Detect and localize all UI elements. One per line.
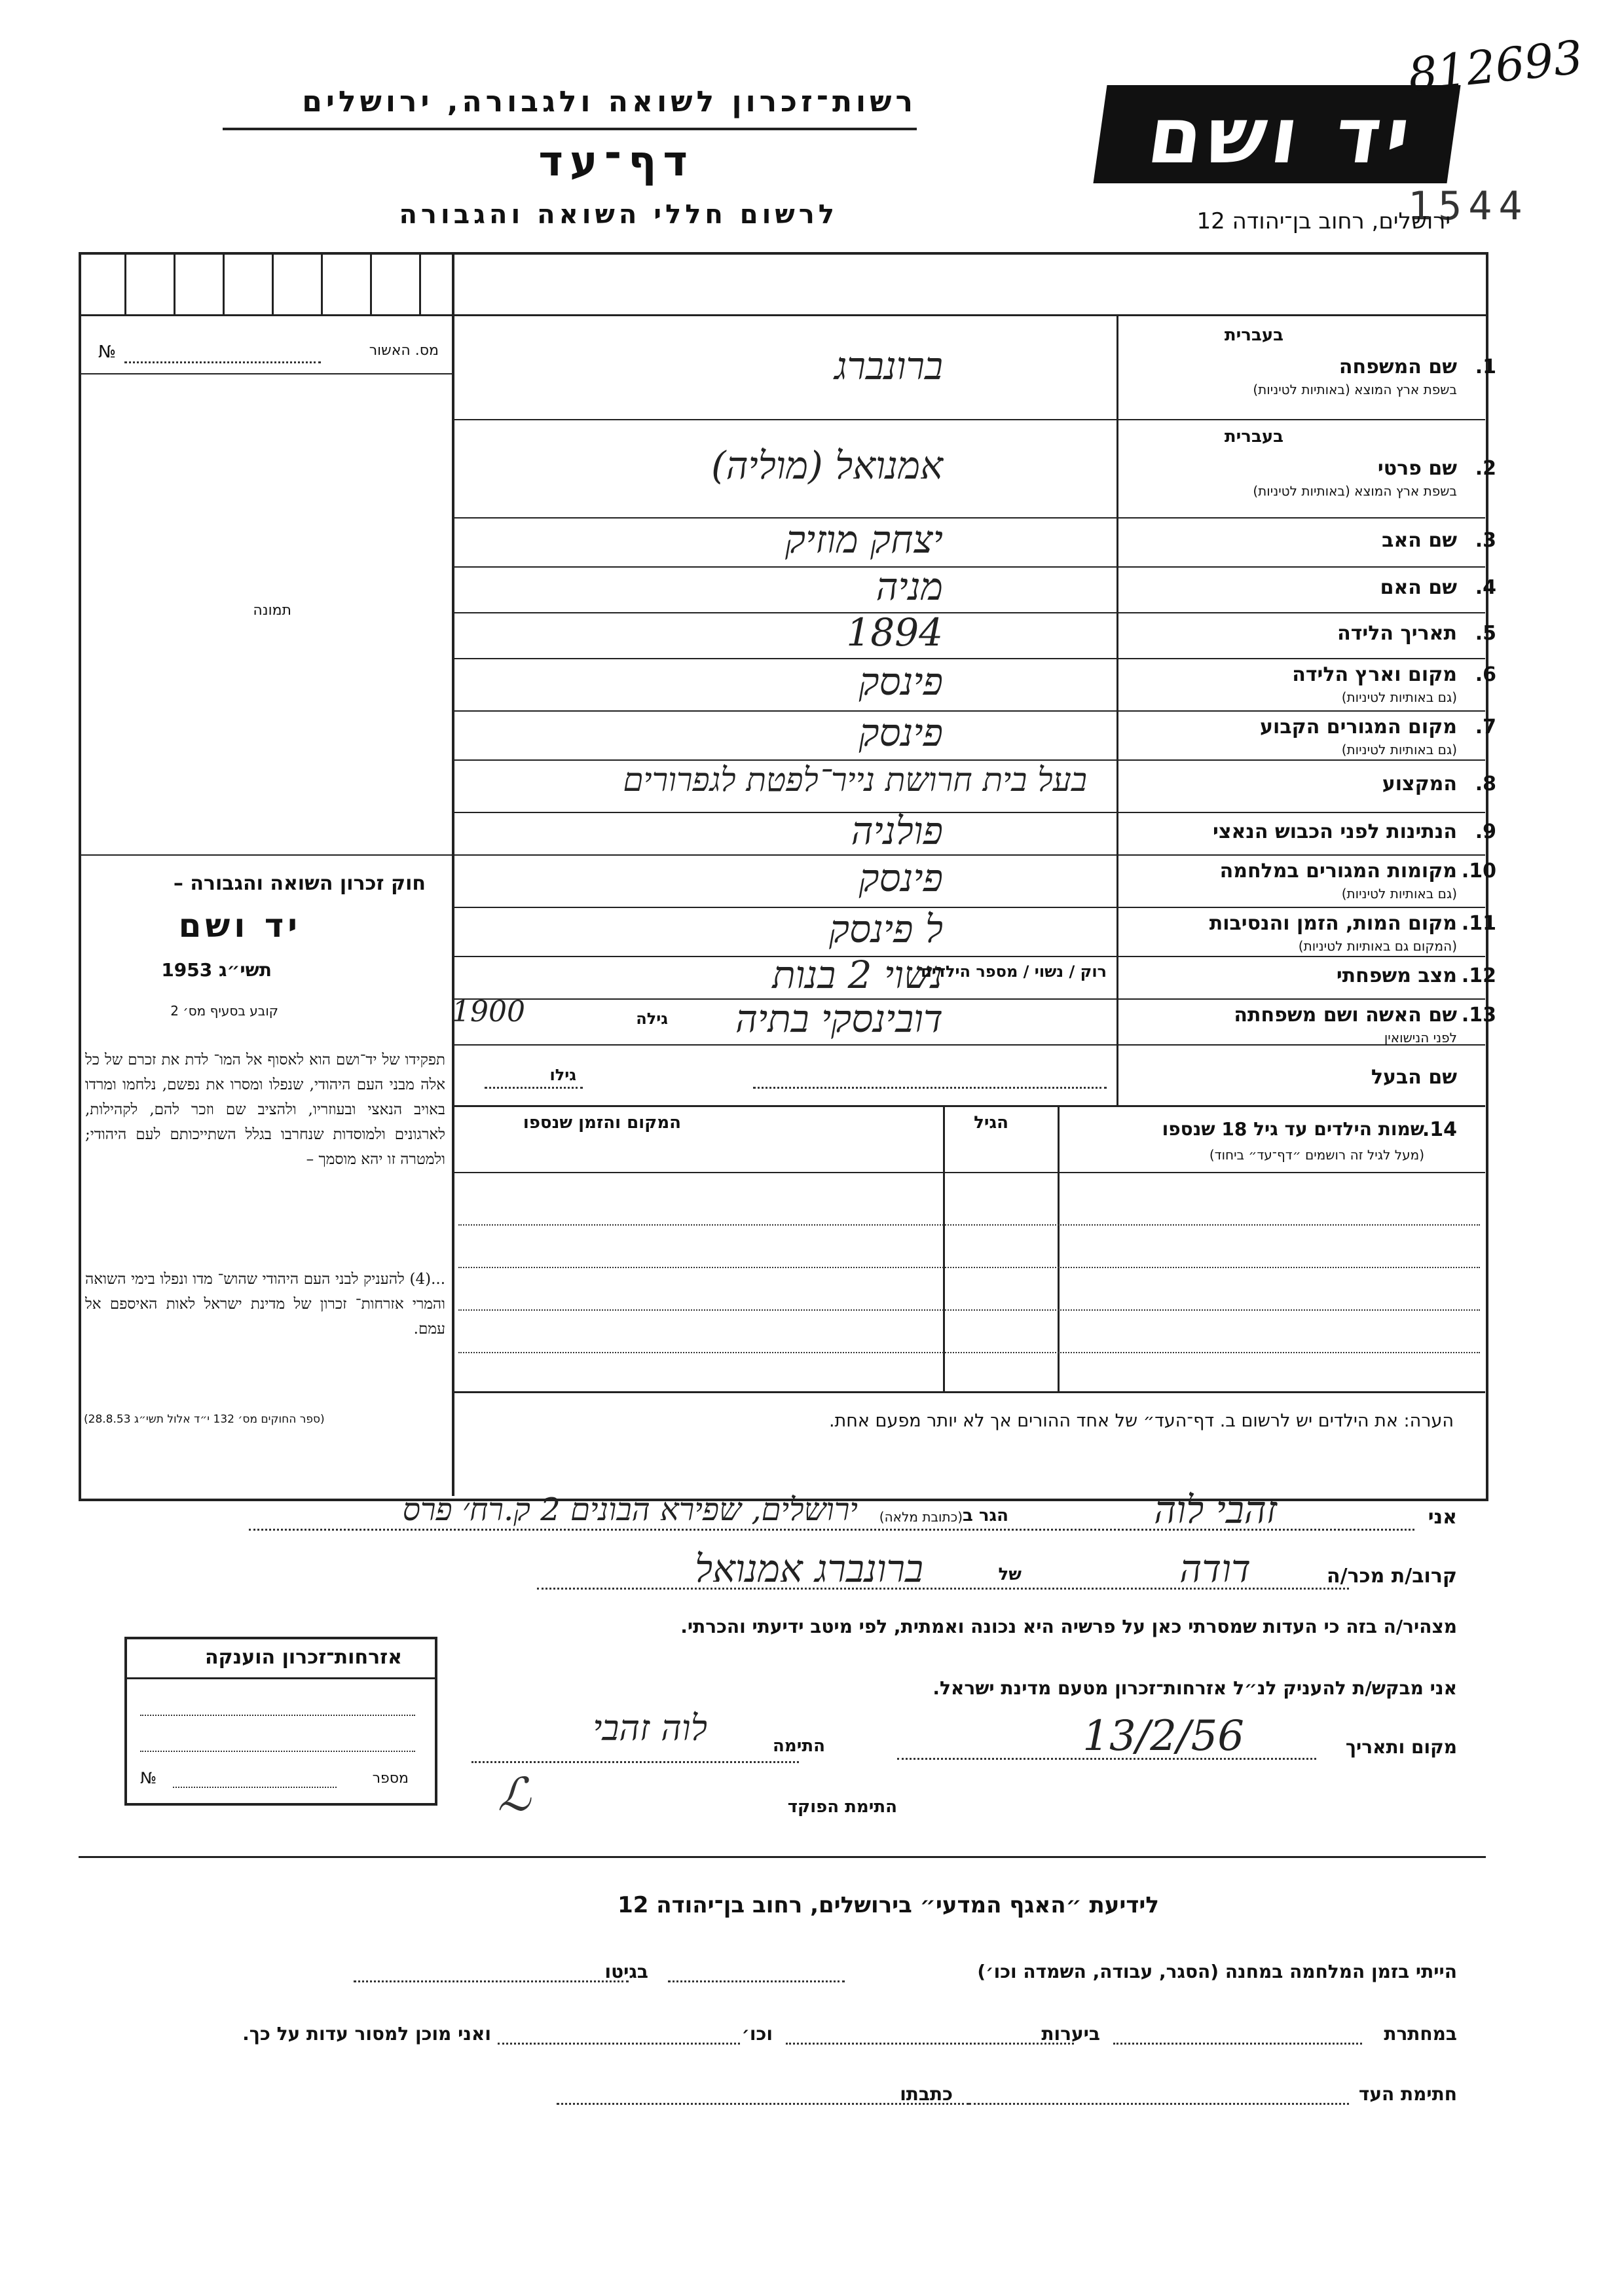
field-value: נשוי 2 בנות (772, 952, 943, 997)
field-number: 3. (1475, 528, 1496, 552)
officer-label: התימת הפוקד (787, 1797, 897, 1817)
field-sub-label: בשפת ארץ המוצא (באותיות לטיניות) (1253, 382, 1457, 397)
field-label: תאריך הלידה (1337, 622, 1457, 645)
of-value: ברונברג אמנואל (695, 1546, 923, 1591)
place-date-label: מקום ותאריך (1345, 1736, 1457, 1758)
field-row-line (453, 658, 1485, 659)
field-number: 1. (1475, 355, 1496, 378)
field-label: מצב משפחתי (1336, 964, 1457, 987)
field-value: אמנואל (מוליה) (710, 443, 943, 488)
footer-separator (79, 1856, 1486, 1858)
field-number: 2. (1475, 457, 1496, 480)
field-sub-label: (המקום גם באותיות לטיניות) (1298, 938, 1457, 954)
field-number: 8. (1475, 773, 1496, 795)
footer-line2-b: ביערות (1041, 2023, 1100, 2045)
law-year: תשי״ג 1953 (161, 959, 272, 981)
field-number: 13. (1461, 1004, 1496, 1027)
field-sub-label: (גם באותיות לטיניות) (1341, 742, 1457, 757)
photo-label: תמונה (253, 602, 291, 619)
field-value: 1894 (846, 610, 943, 655)
authority-title: רשות־זכרון לשואה ולגבורה, ירושלים (302, 85, 917, 118)
of-label: של (998, 1565, 1022, 1584)
officer-initials: ℒ (498, 1768, 531, 1821)
field-row-line (453, 612, 1485, 613)
citizenship-number-symbol: № (140, 1769, 157, 1787)
top-row-line (79, 314, 1486, 316)
field-value: פינסק (858, 659, 943, 704)
resident-sub: (כתובת מלאה) (879, 1509, 963, 1525)
field-row-line (453, 1044, 1485, 1046)
field-value: ל פינסק (828, 906, 943, 951)
field-row-line (453, 566, 1485, 568)
law-clause: קובע בסעיף מס׳ 2 (170, 1003, 278, 1019)
field-label: מקום המגורים הקבוע (1260, 716, 1457, 738)
children-col-place: המקום והזמן שנספו (523, 1113, 681, 1133)
footer-line3-b: כתבתו (900, 2083, 953, 2105)
law-source: (ספר החוקים מס׳ 132 י״ד אלול תשי״ג 28.8.53) (84, 1413, 325, 1426)
field-number: 10. (1461, 860, 1496, 883)
field-sub-label: בשפת ארץ המוצא (באותיות לטיניות) (1253, 483, 1457, 499)
signature-value: לוה זהבי (593, 1707, 707, 1749)
resident-label: הגר ב (962, 1506, 1008, 1525)
law-title: חוק זכרון השואה והגבורה – (173, 872, 426, 895)
authority-underline (223, 128, 917, 130)
signature-label: התימה (773, 1736, 825, 1756)
field-sub-label: לפני הנישואין (1384, 1030, 1457, 1046)
children-number: 14. (1422, 1118, 1457, 1141)
yad-vashem-logo (1093, 85, 1460, 183)
field-label: שם האם (1380, 576, 1457, 599)
field-label: שם המשפחה (1338, 355, 1457, 378)
footer-title: לידיעת ״האגף המדעי״ בירושלים, רחוב בן־יהודה 12 (618, 1892, 1159, 1918)
footer-line2-d: ואני מוכן למסור עדות על כך. (242, 2023, 491, 2045)
field-value: יצחק מוזיק (784, 517, 943, 562)
field-number: 11. (1461, 912, 1496, 935)
law-text-1: תפקידו של יד־ושם הוא לאסוף אל המו־ לדת את זכרם של כל אלה מבני העם היהודי, שנפלו ומסרו את נפשם, נלחמו ומרדו באויב הנאצי ובעוזריו, ולהציב שם וזכר להם, לקהילות, לארגונים ולמוסדות שנחרבו בגלל השתייכותם לעם היהודי; ולמטרה זו יהא מוסמך – (85, 1051, 445, 1168)
field-row-line (453, 854, 1485, 856)
field-lang-label: בעברית (1224, 325, 1283, 345)
field-label: מקום המות, הזמן והנסיבות (1209, 912, 1457, 935)
form-title: דף־עד (538, 137, 694, 186)
field-row-line (453, 956, 1485, 957)
note: הערה: את הילדים יש לרשום ב. דף־העד״ של אחד ההורים אך לא יותר מפעם אחת. (828, 1411, 1454, 1431)
field-label: מקומות המגורים במלחמה (1219, 860, 1457, 883)
form-subtitle: לרשום חללי השואה והגבורה (399, 200, 838, 230)
relative-label: קרוב/ת מכר/ה (1327, 1565, 1457, 1588)
logo-text: יד ושם (1142, 90, 1421, 181)
citizenship-box-title: אזרחות־זכרון הוענקה (204, 1646, 402, 1669)
field-value: פינסק (858, 856, 943, 900)
citizenship-number-label: מספר (372, 1770, 409, 1787)
declarant-label: אני (1428, 1506, 1457, 1529)
stamp-number-2: 1544 (1408, 183, 1529, 229)
field-number: 6. (1475, 663, 1496, 686)
declarant-value: זהבי לוה (1154, 1487, 1277, 1532)
field-label: שם האשה ושם משפחתה (1234, 1004, 1457, 1027)
field-label: המקצוע (1382, 773, 1457, 795)
field-row-line (453, 419, 1485, 420)
approval-number-symbol: № (98, 342, 117, 362)
field-label: מקום וארץ הלידה (1292, 663, 1457, 686)
resident-value: ירושלים, שפירא הבונים 2 ק.רח׳ פרס (402, 1491, 858, 1528)
field-row-line (453, 517, 1485, 519)
field-sub-label: (גם באותיות לטיניות) (1341, 886, 1457, 902)
children-col-age: הגיל (974, 1113, 1008, 1133)
field-value: מניה (876, 564, 943, 609)
field-label: שם האב (1382, 528, 1457, 552)
field-label: שם פרטי (1377, 457, 1457, 480)
stamp-number: 812693 (1405, 30, 1585, 102)
relative-value: דודה (1179, 1546, 1251, 1591)
field-number: 5. (1475, 622, 1496, 645)
field-value: ברונברג (834, 343, 943, 388)
field-row-line (453, 907, 1485, 908)
children-label: שמות הילדים עד גיל 18 שנספו (1162, 1118, 1424, 1140)
field-value: דובינסקי בתיה (735, 996, 943, 1041)
field-number: 9. (1475, 820, 1496, 843)
field-number: 7. (1475, 716, 1496, 738)
wife-age-label: גילה (636, 1010, 668, 1028)
declares-text: מצהיר/ה בזה כי העדות שמסרתי כאן על פרשיה היא נכונה ואמתית, לפי מיטב ידיעתי והכרתי. (680, 1616, 1457, 1637)
law-text-2: ...(4) להעניק לבני העם היהודי שהוש־ מדו ונפלו בימי השואה והמרי אזרחות־ זכרון של מדינת ישראל לאות האיספם אל עמם. (85, 1271, 445, 1338)
approval-label: מס. האשור (369, 342, 439, 359)
field-row-line (453, 812, 1485, 813)
wife-age-value: 1900 (452, 995, 525, 1029)
footer-line1-b: בגיטו (604, 1961, 648, 1982)
address: ירושלים, רחוב בן־יהודה 12 (1196, 208, 1450, 234)
field-value: פולניה (851, 808, 943, 853)
children-sub: (מעל לגיל זה רושמים ״דף־עד״ ביחוד) (1209, 1147, 1424, 1163)
law-name: יד ושם (178, 907, 301, 945)
field-number: 12. (1461, 964, 1496, 987)
citizenship-box (124, 1637, 437, 1806)
footer-line3-a: חתימת העד (1358, 2083, 1457, 2105)
husband-label: שם הבעל (1371, 1066, 1457, 1089)
place-date-value: 13/2/56 (1082, 1712, 1244, 1760)
husband-age-label: גילו (549, 1066, 576, 1084)
left-column-divider (452, 252, 454, 1496)
field-row-line (453, 710, 1485, 712)
field-lang-label: בעברית (1224, 427, 1283, 446)
request-text: אני מבקש/ת להעניק לנ״ל אזרחות־זכרון מטעם מדינת ישראל. (932, 1677, 1457, 1699)
field-value: בעל בית חרושת נייר־לפטת לגפרורים (623, 761, 1087, 799)
field-number: 4. (1475, 576, 1496, 599)
footer-line1-a: הייתי בזמן המלחמה במחנה (הסגר, עבודה, השמדה וכו׳) (977, 1961, 1457, 1982)
field-label: הנתינות לפני הכבוש הנאצי (1213, 820, 1457, 843)
footer-line2-a: במחתרת (1384, 2023, 1457, 2045)
field-value: פינסק (858, 710, 943, 755)
footer-line2-c: וכו׳ (741, 2023, 773, 2045)
field-row-line (453, 998, 1485, 1000)
field-sub-label: (גם באותיות לטיניות) (1341, 689, 1457, 705)
marital-sub-label: רוק / נשוי / מספר הילדים (921, 962, 1107, 981)
